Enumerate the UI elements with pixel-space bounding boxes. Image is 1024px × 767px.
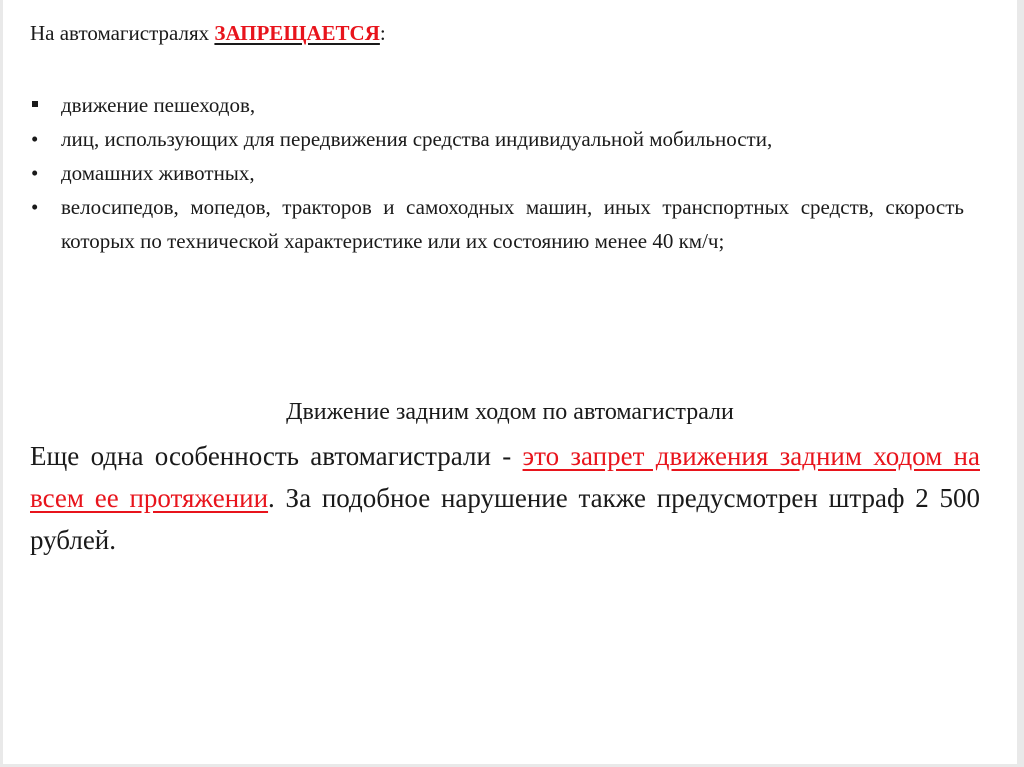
intro-line	[30, 18, 386, 48]
slide	[3, 0, 1017, 764]
list-item	[30, 190, 964, 258]
list-item-text: велосипедов, мопедов, тракторов и самоходных машин, иных транспортных средств, скорость которых по технической характеристике или их состоянию менее 40 км/ч;	[61, 195, 964, 253]
list-item-text: домашних животных,	[61, 161, 255, 185]
prohibitions-list	[30, 88, 964, 258]
list-item-text: лиц, использующих для передвижения средства индивидуальной мобильности,	[61, 127, 773, 151]
list-item	[30, 122, 964, 156]
section-subtitle: Движение задним ходом по автомагистрали	[286, 399, 734, 425]
reverse-driving-paragraph	[30, 435, 980, 561]
list-item	[30, 88, 964, 122]
intro-prefix: На автомагистралях	[30, 21, 215, 45]
list-item-text: движение пешеходов,	[61, 93, 256, 117]
paragraph-before: Еще одна особенность автомагистрали -	[30, 441, 523, 471]
paragraph-highlight: это запрет движения задним ходом на всем ее протяжении	[30, 441, 980, 513]
list-item	[30, 156, 964, 190]
intro-emphasis: ЗАПРЕЩАЕТСЯ	[214, 21, 380, 45]
paragraph-after: . За подобное нарушение также предусмотрен штраф 2 500 рублей.	[30, 483, 981, 555]
intro-suffix: :	[379, 21, 386, 45]
